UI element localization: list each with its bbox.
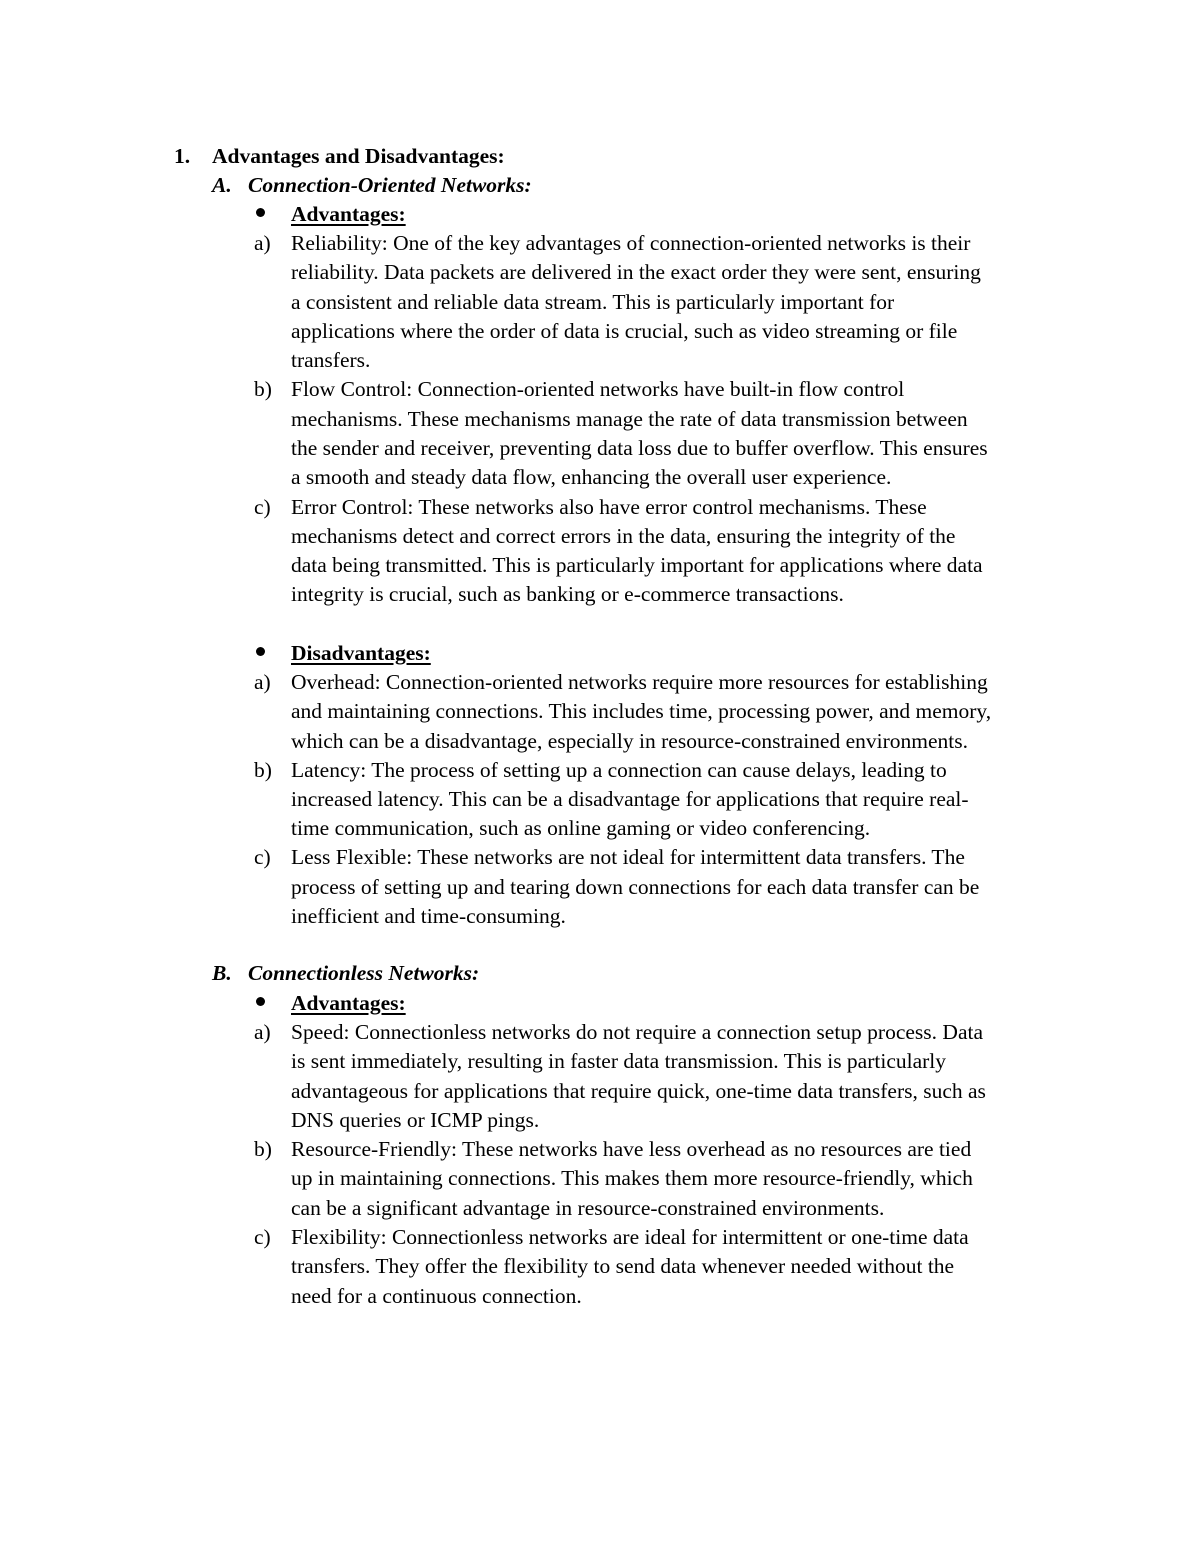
item-text-line: is sent immediately, resulting in faster data transmission. This is particularly — [291, 1049, 947, 1073]
item-text-line: increased latency. This can be a disadvantage for applications that require real- — [291, 787, 969, 811]
item-text-line: transfers. — [291, 348, 371, 372]
section-b-advantages-title: Advantages: — [291, 991, 406, 1015]
section-a-letter: A. — [212, 173, 232, 197]
item-text-line: time communication, such as online gaming or video conferencing. — [291, 816, 871, 840]
item-text-line: Less Flexible: These networks are not ideal for intermittent data transfers. The — [291, 845, 965, 869]
item-label: b) — [254, 758, 272, 782]
item-text-line: and maintaining connections. This includes time, processing power, and memory, — [291, 699, 992, 723]
section-a-advantages-title: Advantages: — [291, 202, 406, 226]
item-text-line: a smooth and steady data flow, enhancing the overall user experience. — [291, 465, 892, 489]
item-text-line: advantageous for applications that require quick, one-time data transfers, such as — [291, 1079, 986, 1103]
section-a-title: Connection-Oriented Networks: — [248, 173, 532, 197]
item-label: c) — [254, 845, 271, 869]
item-text-line: applications where the order of data is crucial, such as video streaming or file — [291, 319, 958, 343]
item-text-line: Latency: The process of setting up a connection can cause delays, leading to — [291, 758, 947, 782]
item-text-line: data being transmitted. This is particularly important for applications where data — [291, 553, 983, 577]
section-a-disadvantages-title: Disadvantages: — [291, 641, 431, 665]
item-text-line: integrity is crucial, such as banking or e-commerce transactions. — [291, 582, 844, 606]
section-b-title: Connectionless Networks: — [248, 961, 480, 985]
item-text-line: need for a continuous connection. — [291, 1284, 582, 1308]
item-label: b) — [254, 377, 272, 401]
item-text-line: Error Control: These networks also have error control mechanisms. These — [291, 495, 927, 519]
item-text-line: mechanisms. These mechanisms manage the rate of data transmission between — [291, 407, 968, 431]
heading-number: 1. — [174, 144, 191, 168]
bullet-icon — [256, 208, 265, 217]
item-text-line: Resource-Friendly: These networks have less overhead as no resources are tied — [291, 1137, 972, 1161]
bullet-icon — [256, 647, 265, 656]
item-label: a) — [254, 231, 271, 255]
section-b-letter: B. — [212, 961, 232, 985]
item-label: c) — [254, 1225, 271, 1249]
heading-title: Advantages and Disadvantages: — [212, 144, 505, 168]
item-label: a) — [254, 670, 271, 694]
bullet-icon — [256, 997, 265, 1006]
item-text-line: the sender and receiver, preventing data loss due to buffer overflow. This ensures — [291, 436, 988, 460]
item-text-line: up in maintaining connections. This makes them more resource-friendly, which — [291, 1166, 973, 1190]
item-text-line: DNS queries or ICMP pings. — [291, 1108, 540, 1132]
item-text-line: process of setting up and tearing down connections for each data transfer can be — [291, 875, 980, 899]
item-label: b) — [254, 1137, 272, 1161]
item-text-line: inefficient and time-consuming. — [291, 904, 566, 928]
item-text-line: Overhead: Connection-oriented networks require more resources for establishing — [291, 670, 988, 694]
item-text-line: reliability. Data packets are delivered in the exact order they were sent, ensuring — [291, 260, 981, 284]
item-text-line: a consistent and reliable data stream. This is particularly important for — [291, 290, 895, 314]
item-text-line: can be a significant advantage in resource-constrained environments. — [291, 1196, 885, 1220]
item-text-line: Flow Control: Connection-oriented networks have built-in flow control — [291, 377, 905, 401]
item-label: a) — [254, 1020, 271, 1044]
item-text-line: which can be a disadvantage, especially in resource-constrained environments. — [291, 729, 968, 753]
item-label: c) — [254, 495, 271, 519]
item-text-line: mechanisms detect and correct errors in the data, ensuring the integrity of the — [291, 524, 956, 548]
item-text-line: Flexibility: Connectionless networks are ideal for intermittent or one-time data — [291, 1225, 969, 1249]
item-text-line: Reliability: One of the key advantages of connection-oriented networks is their — [291, 231, 971, 255]
item-text-line: transfers. They offer the flexibility to send data whenever needed without the — [291, 1254, 955, 1278]
item-text-line: Speed: Connectionless networks do not require a connection setup process. Data — [291, 1020, 983, 1044]
